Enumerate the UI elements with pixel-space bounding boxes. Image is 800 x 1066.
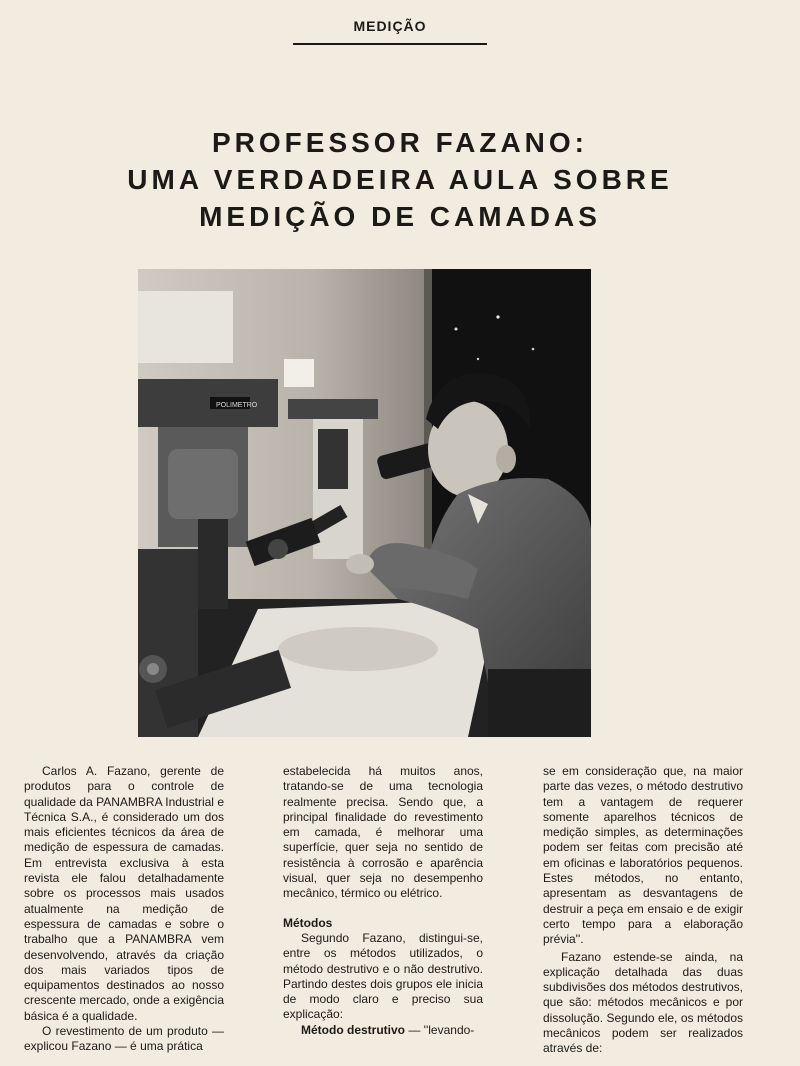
article-column-3: [543, 764, 743, 1057]
paragraph: Carlos A. Fazano, gerente de produtos para o controle de qualidade da PANAMBRA Industrial e Técnica S.A., é considerado um dos mais eficientes técnicos da área de medição de espessura de camadas. Em entrevista exclusiva à esta revista ele falou detalhadamente sobre os processos mais usados atualmente na medição de espessura de camadas e sobre o trabalho que a PANAMBRA vem desenvolvendo, através da criação dos mais variados tipos de equipamentos destinados ao nosso crescente mercado, onde a exigência básica é a qualidade.: [24, 764, 224, 1023]
headline-line-1: PROFESSOR FAZANO:: [211, 127, 588, 158]
headline-line-3: MEDIÇÃO DE CAMADAS: [199, 201, 601, 232]
paragraph-tail: — ''levando-: [405, 1022, 475, 1037]
headline-line-2: UMA VERDADEIRA AULA SOBRE: [127, 164, 673, 195]
paragraph: [283, 1023, 483, 1038]
section-tag: MEDIÇÃO: [353, 18, 427, 34]
article-column-2: [283, 764, 483, 1038]
section-rule: [293, 43, 487, 45]
paragraph: O revestimento de um produto — explicou Fazano — é uma prática: [24, 1024, 224, 1054]
paragraph: se em consideração que, na maior parte das vezes, o método destrutivo tem a vantagem de requerer somente aparelhos técnicos de medição simples, as determinações podem ser feitas com precisão até em oficinas e laboratórios pequenos. Estes métodos, no entanto, apresentam as desvantagens de destruir a peça em ensaio e de exigir certo tempo para a elaboração prévia''.: [543, 764, 743, 947]
photo-instrument-label: POLIMETRO: [216, 402, 258, 409]
run-in-metodo-destrutivo: Método destrutivo: [301, 1022, 405, 1037]
subheading-metodos: Métodos: [283, 915, 333, 930]
photo-professor-at-microscope: [138, 269, 591, 737]
paragraph: Segundo Fazano, distingui-se, entre os métodos utilizados, o método destrutivo e o não destrutivo. Partindo destes dois grupos ele inicia de modo claro e preciso sua explicação:: [283, 930, 483, 1022]
paragraph: estabelecida há muitos anos, tratando-se de uma tecnologia realmente precisa. Sendo que, a principal finalidade do revestimento em camada, é melhorar uma superfície, quer seja no sentido de resistência à corrosão e aparência visual, quer seja no desempenho mecânico, térmico ou elétrico.: [283, 764, 483, 901]
headline: [60, 124, 740, 235]
article-column-1: [24, 764, 224, 1055]
photo-illustration: [138, 269, 591, 737]
paragraph: Fazano estende-se ainda, na explicação detalhada das duas subdivisões dos métodos destrutivos, que são: métodos mecânicos e por dissolução. Segundo ele, os métodos mecânicos podem ser realizados através de:: [543, 949, 743, 1056]
